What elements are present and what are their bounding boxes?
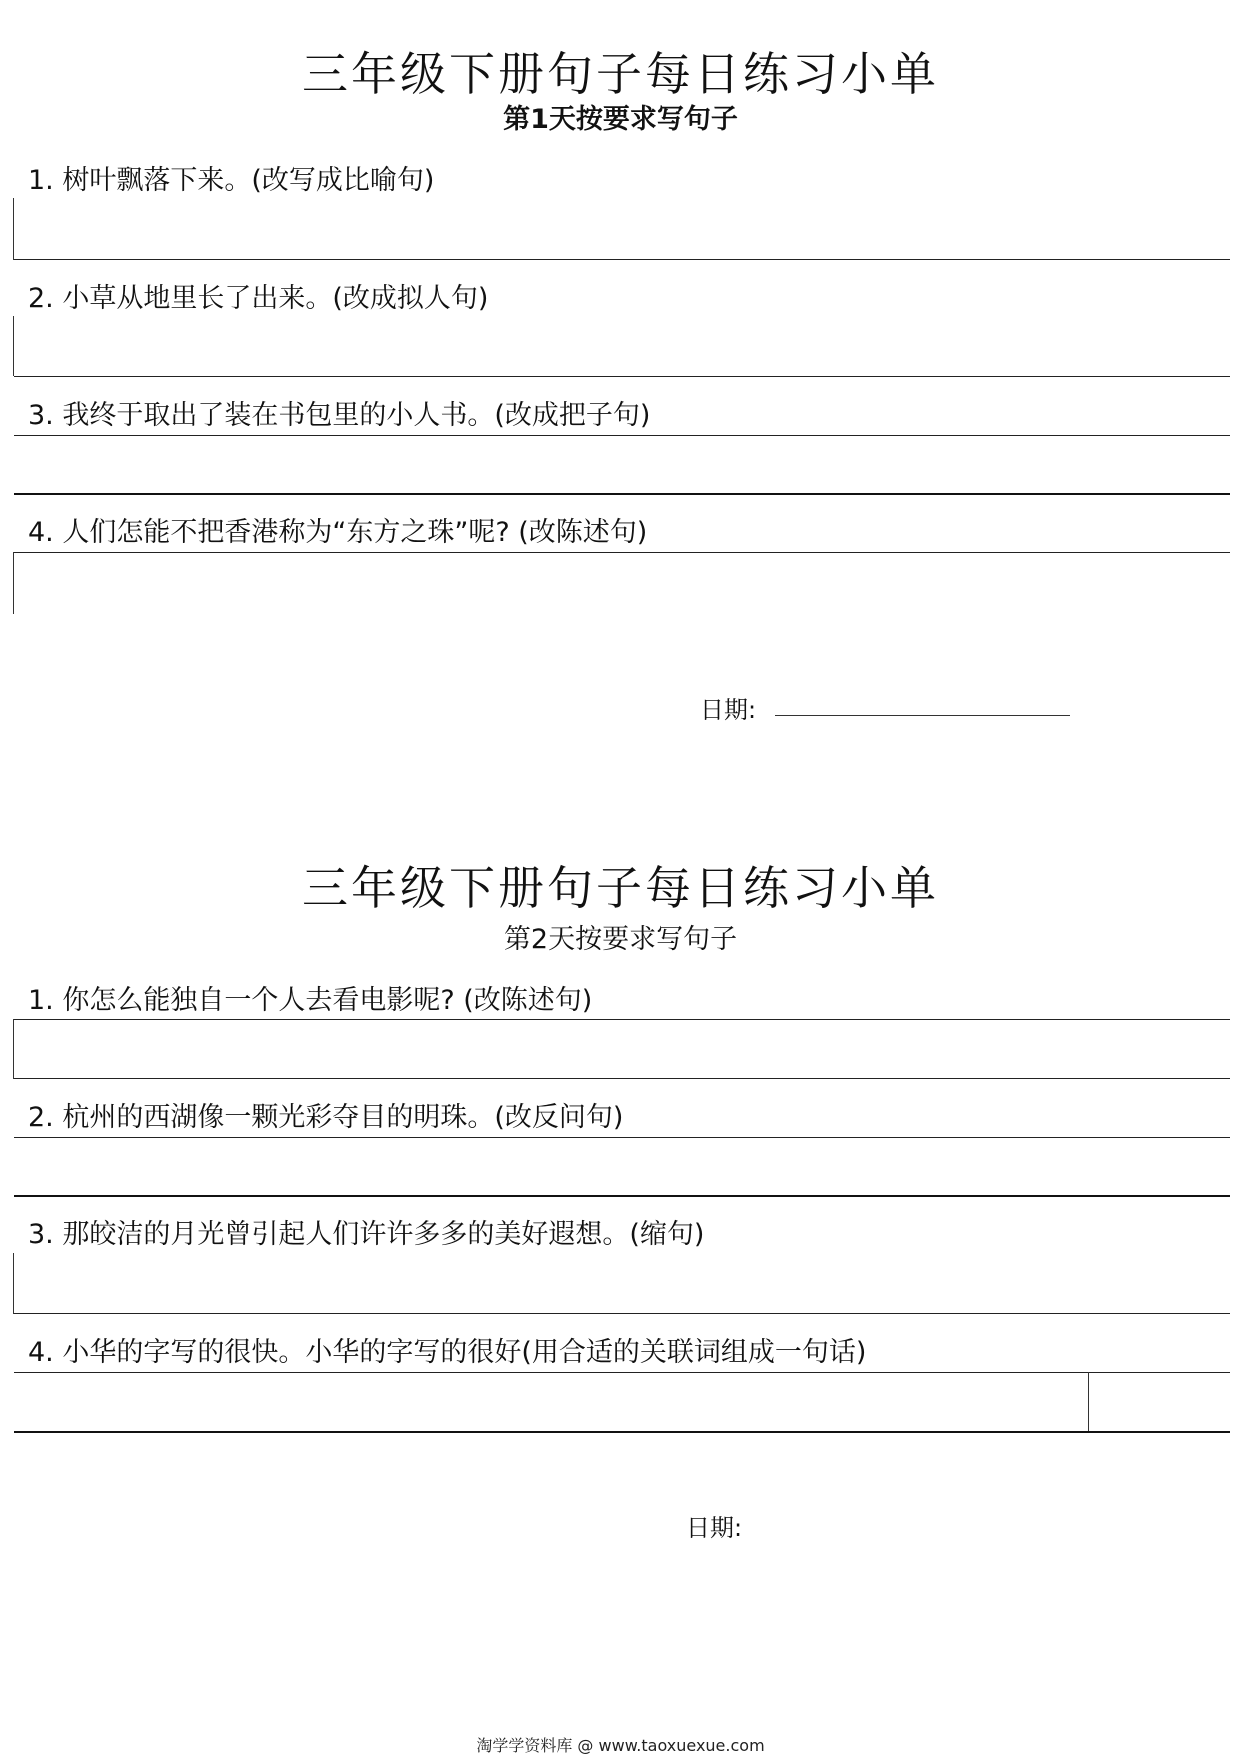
day1-subtitle: 第1天按要求写句子 <box>503 104 738 135</box>
day2-question-3: 3. 那皎洁的月光曾引起人们许许多多的美好遐想。(缩句) <box>28 1219 705 1250</box>
day1-question-3: 3. 我终于取出了装在书包里的小人书。(改成把子句) <box>28 400 651 431</box>
day1-answer-4-border <box>13 552 14 614</box>
day1-answer-1-border <box>13 198 14 260</box>
day2-answer-3-line[interactable] <box>14 1313 1230 1314</box>
day2-answer-4-line[interactable] <box>14 1431 1230 1433</box>
day2-answer-2-top-line <box>14 1137 1230 1138</box>
day1-answer-4-top-line <box>14 552 1230 553</box>
day1-date-label: 日期: <box>700 696 757 724</box>
day1-answer-2-line[interactable] <box>14 376 1230 377</box>
footer-watermark: 淘学学资料库 @ www.taoxuexue.com <box>476 1736 765 1755</box>
day1-date-field[interactable] <box>775 715 1070 716</box>
day2-question-1: 1. 你怎么能独自一个人去看电影呢? (改陈述句) <box>28 985 593 1016</box>
day1-title: 三年级下册句子每日练习小单 <box>302 47 939 101</box>
day2-question-2: 2. 杭州的西湖像一颗光彩夺目的明珠。(改反问句) <box>28 1102 624 1133</box>
day2-subtitle: 第2天按要求写句子 <box>503 924 738 955</box>
day1-question-2: 2. 小草从地里长了出来。(改成拟人句) <box>28 283 489 314</box>
day1-question-4: 4. 人们怎能不把香港称为“东方之珠”呢? (改陈述句) <box>28 517 648 548</box>
day2-answer-1-line[interactable] <box>14 1078 1230 1079</box>
day2-title: 三年级下册句子每日练习小单 <box>302 861 939 915</box>
day2-answer-4-right-border <box>1088 1372 1089 1432</box>
day2-answer-3-border <box>13 1253 14 1314</box>
day1-answer-3-line[interactable] <box>14 493 1230 495</box>
day2-answer-4-top-line <box>14 1372 1230 1373</box>
day1-answer-1-line[interactable] <box>14 259 1230 260</box>
day2-date-label: 日期: <box>686 1514 743 1542</box>
day1-question-1: 1. 树叶飘落下来。(改写成比喻句) <box>28 165 435 196</box>
day2-answer-1-top-line <box>14 1019 1230 1020</box>
day2-answer-2-line[interactable] <box>14 1195 1230 1197</box>
day2-answer-1-border <box>13 1019 14 1079</box>
day2-question-4: 4. 小华的字写的很快。小华的字写的很好(用合适的关联词组成一句话) <box>28 1337 867 1368</box>
day1-answer-2-border <box>13 316 14 376</box>
day1-answer-3-top-line <box>14 435 1230 436</box>
